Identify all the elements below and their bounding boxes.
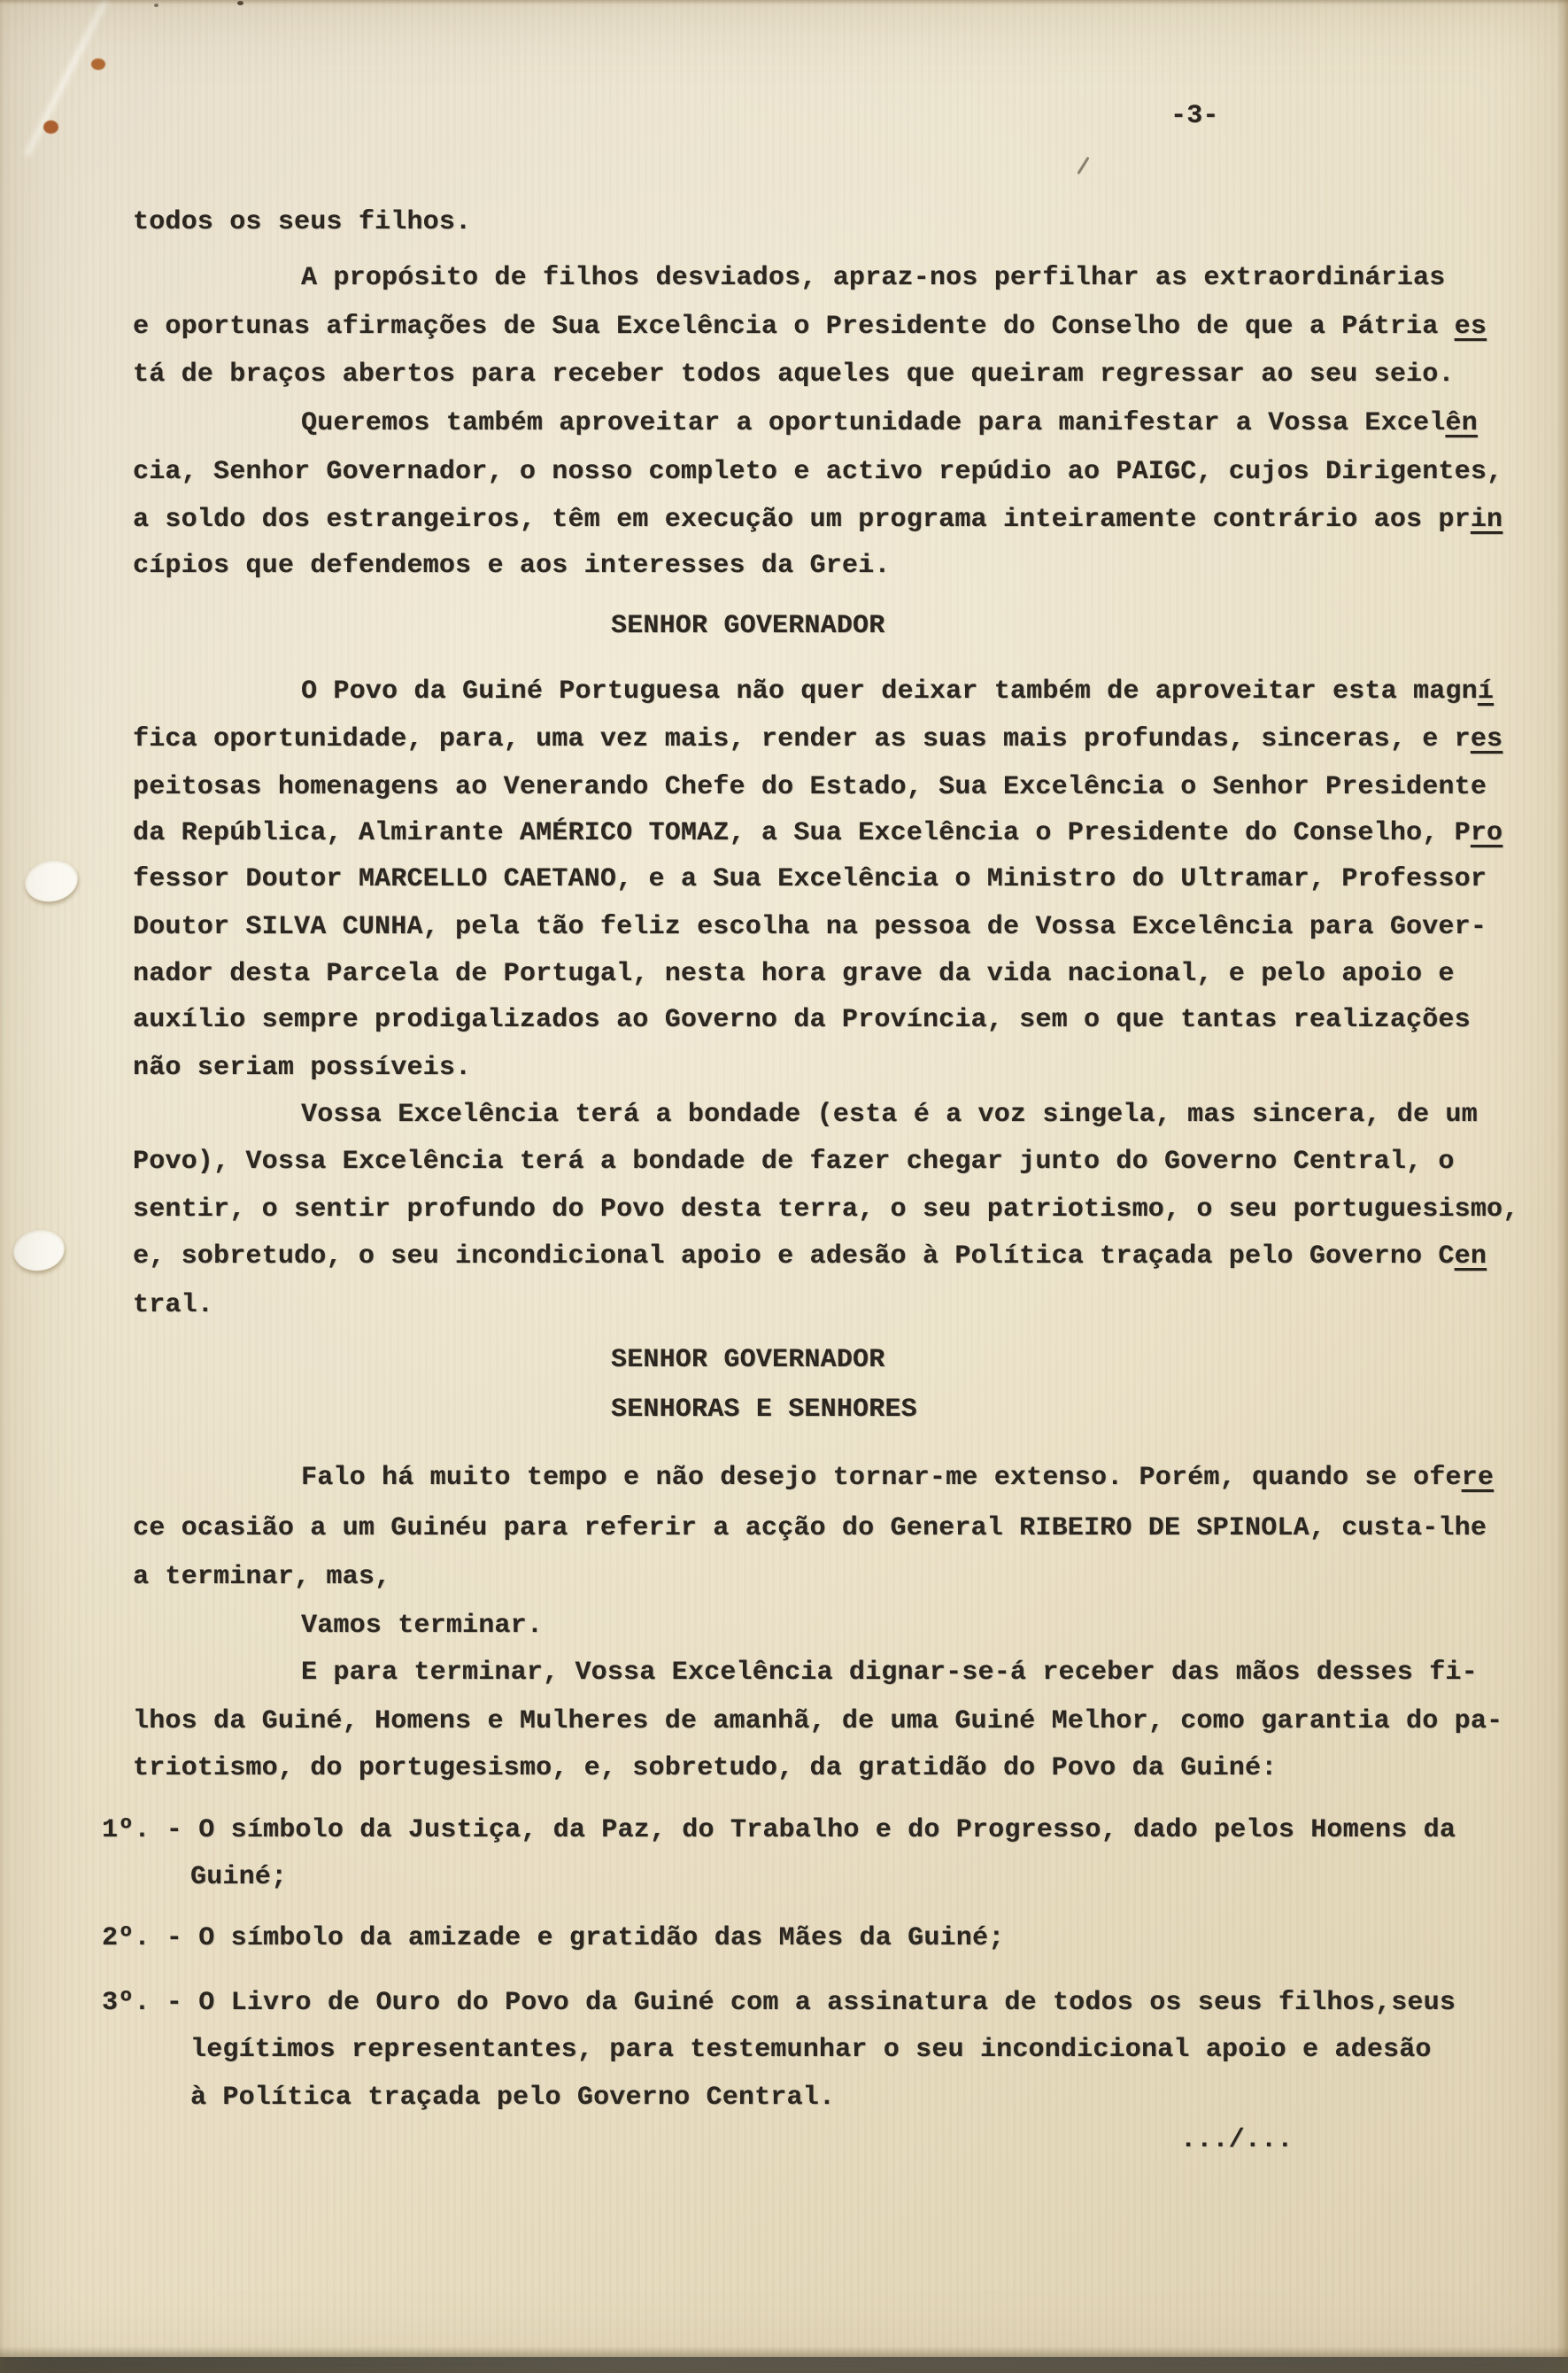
- pen-mark: [1077, 157, 1089, 174]
- continuation-mark: .../...: [1180, 2125, 1294, 2155]
- typed-line: sentir, o sentir profundo do Povo desta terra, o seu patriotismo, o seu portuguesismo,: [133, 1194, 1519, 1225]
- typed-line: cia, Senhor Governador, o nosso completo e activo repúdio ao PAIGC, cujos Dirigentes,: [133, 457, 1503, 487]
- corner-crease: [24, 0, 110, 157]
- typed-line: Falo há muito tempo e não desejo tornar-me extenso. Porém, quando se ofere: [301, 1463, 1495, 1493]
- list-item-line: 1º. - O símbolo da Justiça, da Paz, do Trabalho e do Progresso, dado pelos Homens da: [102, 1815, 1456, 1845]
- typed-line: da República, Almirante AMÉRICO TOMAZ, a Sua Excelência o Presidente do Conselho, Pro: [133, 818, 1503, 848]
- section-heading: SENHOR GOVERNADOR: [611, 1345, 885, 1375]
- typed-line: tá de braços abertos para receber todos aqueles que queiram regressar ao seu seio.: [133, 359, 1455, 390]
- section-heading: SENHORAS E SENHORES: [611, 1395, 917, 1425]
- typed-line: a soldo dos estrangeiros, têm em execução um programa inteiramente contrário aos prin: [133, 505, 1503, 535]
- punch-hole-top: [21, 855, 81, 906]
- scan-edge-top: [0, 0, 1568, 4]
- scan-edge-right: [1556, 0, 1568, 2357]
- list-item-line: legítimos representantes, para testemunhar o seu incondicional apoio e adesão: [190, 2035, 1432, 2065]
- typed-line: fessor Doutor MARCELLO CAETANO, e a Sua Excelência o Ministro do Ultramar, Professor: [133, 864, 1487, 894]
- list-item-line: Guiné;: [190, 1862, 288, 1892]
- rust-spot: [43, 120, 58, 134]
- typed-line: auxílio sempre prodigalizados ao Governo da Província, sem o que tantas realizações: [133, 1005, 1471, 1035]
- typed-line: tral.: [133, 1290, 214, 1320]
- typed-line: todos os seus filhos.: [133, 207, 472, 237]
- typed-line: Vossa Excelência terá a bondade (esta é a voz singela, mas sincera, de um: [301, 1100, 1478, 1130]
- scan-edge-shadow: [0, 2346, 1568, 2357]
- typed-line: nador desta Parcela de Portugal, nesta hora grave da vida nacional, e pelo apoio e: [133, 959, 1455, 989]
- typed-line: peitosas homenagens ao Venerando Chefe do Estado, Sua Excelência o Senhor Presidente: [133, 772, 1487, 802]
- list-item-line: 3º. - O Livro de Ouro do Povo da Guiné com a assinatura de todos os seus filhos,seus: [102, 1988, 1456, 2018]
- typed-line: e, sobretudo, o seu incondicional apoio e adesão à Política traçada pelo Governo Cen: [133, 1241, 1487, 1272]
- typed-line: lhos da Guiné, Homens e Mulheres de amanhã, de uma Guiné Melhor, como garantia do pa-: [133, 1706, 1503, 1736]
- typed-line: A propósito de filhos desviados, apraz-nos perfilhar as extraordinárias: [301, 263, 1446, 293]
- typed-line: O Povo da Guiné Portuguesa não quer deixar também de aproveitar esta magní: [301, 676, 1495, 707]
- typed-line: a terminar, mas,: [133, 1562, 391, 1592]
- typed-line: Doutor SILVA CUNHA, pela tão feliz escolha na pessoa de Vossa Excelência para Gover-: [133, 912, 1487, 942]
- typed-line: cípios que defendemos e aos interesses da Grei.: [133, 551, 891, 581]
- typed-line: Povo), Vossa Excelência terá a bondade de fazer chegar junto do Governo Central, o: [133, 1147, 1455, 1177]
- list-item-line: à Política traçada pelo Governo Central.: [190, 2083, 836, 2113]
- list-item-line: 2º. - O símbolo da amizade e gratidão das Mães da Guiné;: [102, 1923, 1005, 1953]
- section-heading: SENHOR GOVERNADOR: [611, 611, 885, 641]
- typed-line: e oportunas afirmações de Sua Excelência o Presidente do Conselho de que a Pátria es: [133, 312, 1487, 342]
- scan-edge-bottom: [0, 2357, 1568, 2373]
- page-number: -3-: [1170, 101, 1219, 131]
- typed-line: Queremos também aproveitar a oportunidade para manifestar a Vossa Excelên: [301, 408, 1478, 438]
- typed-line: ce ocasião a um Guinéu para referir a acção do General RIBEIRO DE SPINOLA, custa-lhe: [133, 1513, 1487, 1543]
- typed-line: não seriam possíveis.: [133, 1053, 472, 1083]
- typed-line: triotismo, do portugesismo, e, sobretudo, da gratidão do Povo da Guiné:: [133, 1753, 1278, 1783]
- typed-line: E para terminar, Vossa Excelência dignar-se-á receber das mãos desses fi-: [301, 1658, 1478, 1688]
- typed-line: Vamos terminar.: [301, 1611, 544, 1641]
- typed-line: fica oportunidade, para, uma vez mais, render as suas mais profundas, sinceras, e res: [133, 724, 1503, 754]
- rust-spot: [91, 58, 105, 70]
- punch-hole-bottom: [10, 1225, 67, 1274]
